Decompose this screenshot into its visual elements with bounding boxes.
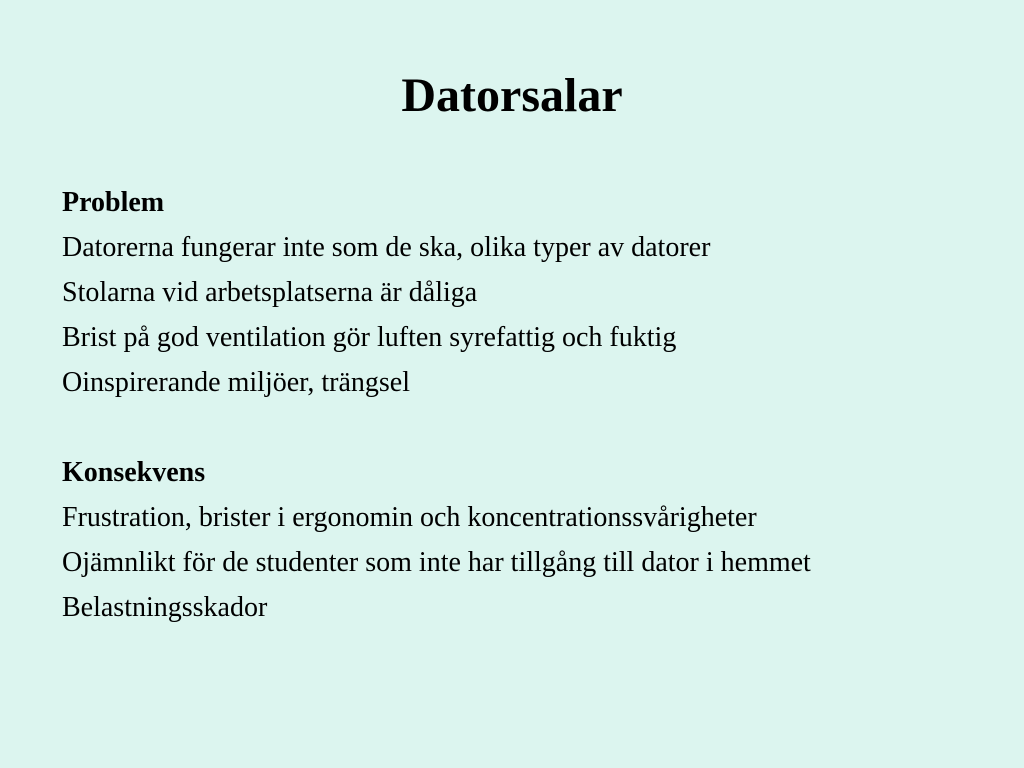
section-problem xyxy=(62,180,1002,405)
section-heading: Konsekvens xyxy=(62,457,206,488)
section-heading: Problem xyxy=(62,187,165,218)
slide-content xyxy=(62,180,1002,630)
bullet-line: Stolarna vid arbetsplatserna är dåliga xyxy=(62,277,478,308)
slide-title: Datorsalar xyxy=(401,69,623,122)
section-spacer xyxy=(62,405,1002,450)
bullet-line: Datorerna fungerar inte som de ska, olika typer av datorer xyxy=(62,232,711,263)
bullet-line: Brist på god ventilation gör luften syrefattig och fuktig xyxy=(62,322,677,353)
section-konsekvens xyxy=(62,450,1002,630)
bullet-line: Frustration, brister i ergonomin och koncentrationssvårigheter xyxy=(62,502,757,533)
bullet-line: Ojämnlikt för de studenter som inte har tillgång till dator i hemmet xyxy=(62,547,811,578)
bullet-line: Oinspirerande miljöer, trängsel xyxy=(62,367,410,398)
bullet-line: Belastningsskador xyxy=(62,592,268,623)
